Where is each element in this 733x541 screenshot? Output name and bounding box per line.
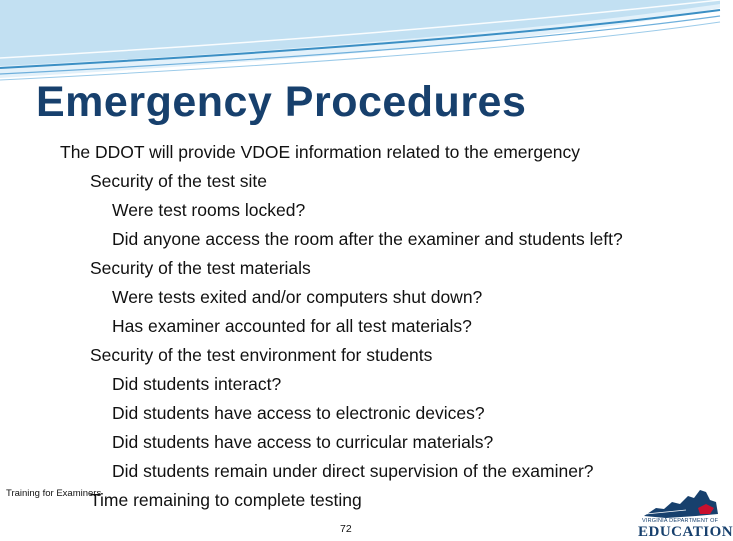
bullet-text: Did students remain under direct supervision of the examiner? xyxy=(112,461,594,481)
bullet-text: The DDOT will provide VDOE information related to the emergency xyxy=(60,142,581,162)
bullet-text: Were test rooms locked? xyxy=(112,200,306,220)
bullet-text: Security of the test environment for students xyxy=(90,345,433,365)
footer-label: Training for Examiners xyxy=(6,488,102,499)
bullet-item-level-2 xyxy=(76,254,311,283)
logo-line2: EDUCATION xyxy=(638,524,733,540)
bullet-text: Did students have access to curricular materials? xyxy=(112,432,494,452)
bullet-item-level-3 xyxy=(98,428,493,457)
bullet-item-level-3 xyxy=(98,399,485,428)
logo-line1: VIRGINIA DEPARTMENT OF xyxy=(642,518,719,524)
bullet-text: Security of the test materials xyxy=(90,258,311,278)
bullet-item-level-3 xyxy=(98,312,472,341)
bullet-item-level-2 xyxy=(76,167,267,196)
bullet-item-level-2 xyxy=(76,341,432,370)
bullet-item-level-3 xyxy=(98,283,482,312)
bullet-item-level-3 xyxy=(98,457,594,486)
bullet-text: Did students interact? xyxy=(112,374,282,394)
header-wave-decoration xyxy=(0,0,720,90)
bullet-item-level-2 xyxy=(76,486,362,515)
bullet-text: Were tests exited and/or computers shut down? xyxy=(112,287,483,307)
bullet-text: Has examiner accounted for all test materials? xyxy=(112,316,472,336)
bullet-item-level-3 xyxy=(98,196,305,225)
bullet-item-level-3 xyxy=(98,225,623,254)
bullet-text: Did students have access to electronic devices? xyxy=(112,403,485,423)
bullet-text: Time remaining to complete testing xyxy=(90,490,362,510)
bullet-item-level-3 xyxy=(98,370,281,399)
page-number: 72 xyxy=(340,523,352,535)
slide-title: Emergency Procedures xyxy=(36,78,527,126)
bullet-item-level-1 xyxy=(46,138,580,167)
bullet-text: Security of the test site xyxy=(90,171,268,191)
bullet-text: Did anyone access the room after the examiner and students left? xyxy=(112,229,623,249)
